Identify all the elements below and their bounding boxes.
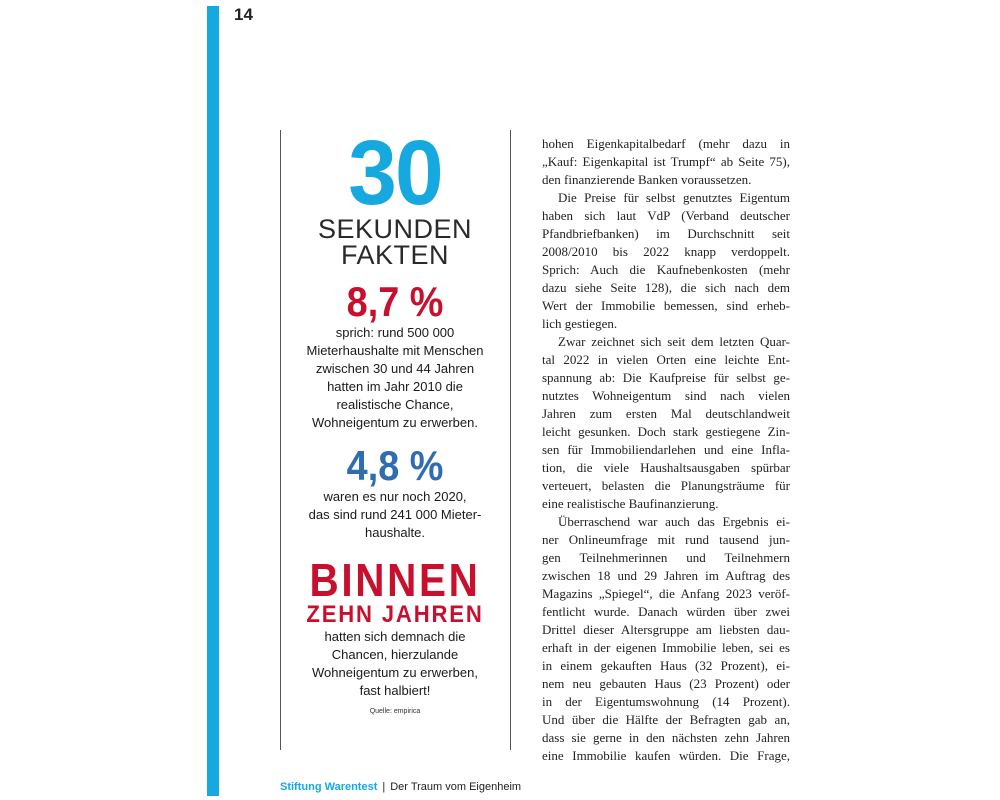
body-line: dass sie gerne in den nächsten zehn Jahren: [542, 730, 790, 745]
sidebar-title-line2: FAKTEN: [340, 240, 450, 270]
body-line: Die Preise für selbst genutztes Eigentum: [558, 190, 790, 205]
stat-3-line: fast halbiert!: [359, 683, 431, 698]
body-line: ner Onlineumfrage mit rund tausend jun-: [542, 532, 790, 547]
body-line: den finanzierende Banken voraussetzen.: [542, 172, 752, 187]
stat-3-line: hatten sich demnach die: [324, 629, 466, 644]
stat-1-value: 8,7 %: [346, 278, 444, 325]
body-column: [542, 135, 790, 765]
page-accent-bar: [207, 6, 219, 796]
body-line: erhaft in der eigenen Immobilie leben, sei es: [542, 640, 790, 655]
footer-title: Der Traum vom Eigenheim: [390, 781, 522, 793]
sidebar-title-line1: SEKUNDEN: [317, 214, 473, 244]
body-line: 2008/2010 bis 2022 knapp verdoppelt.: [542, 244, 790, 259]
body-line: Sprich: Auch die Kaufnebenkosten (mehr: [542, 262, 790, 277]
body-line: fentlicht wurde. Danach würden über zwei: [542, 604, 790, 619]
sidebar-right-rule: [510, 130, 511, 750]
page-number: 14: [234, 5, 253, 24]
footer-separator: |: [382, 781, 386, 793]
body-line: Und über die Hälfte der Befragten gab an,: [542, 712, 790, 727]
body-line: nem neu gebauten Haus (23 Prozent) oder: [542, 676, 790, 691]
body-line: eine realistische Baufinanzierung.: [542, 496, 719, 511]
body-line: in einem gekauften Haus (32 Prozent), ei-: [542, 658, 790, 673]
stat-2-line: waren es nur noch 2020,: [323, 489, 467, 504]
body-line: spannung ab: Die Kaufpreise für selbst ge-: [542, 370, 790, 385]
body-line: tal 2022 in vielen Orten eine leichte Ent-: [542, 352, 790, 367]
body-line: hohen Eigenkapitalbedarf (mehr dazu in: [542, 136, 790, 151]
body-line: lich gestiegen.: [542, 316, 618, 331]
stat-2-line: haushalte.: [365, 525, 425, 540]
stat-2-line: das sind rund 241 000 Mieter-: [308, 507, 482, 522]
stat-1-line: hatten im Jahr 2010 die: [327, 379, 463, 394]
stat-1-text: [285, 324, 505, 432]
body-line: Überraschend war auch das Ergebnis ei-: [558, 514, 790, 529]
footer-brand: Stiftung Warentest: [280, 781, 378, 793]
body-line: Magazins „Spiegel“, die Anfang 2023 veröf-: [542, 586, 790, 601]
stat-3-headline-1: BINNEN: [309, 554, 481, 606]
body-line: nutztes Wohneigentum sind nach vielen: [542, 388, 790, 403]
body-line: zwischen 18 und 29 Jahren im Auftrag des: [542, 568, 790, 583]
body-line: „Kauf: Eigenkapital ist Trumpf“ ab Seite 75),: [542, 154, 790, 169]
facts-sidebar: [285, 122, 505, 715]
stat-1-line: realistische Chance,: [336, 397, 454, 412]
big-number-30: 30: [348, 122, 442, 224]
stat-3-text: [285, 628, 505, 700]
stat-1-line: Mieterhaushalte mit Menschen: [306, 343, 484, 358]
body-line: Wert der Immobilie bemessen, sind erheb-: [542, 298, 790, 313]
body-line: gen Teilnehmerinnen und Teilnehmern: [542, 550, 790, 565]
body-line: verteuert, belasten die Planungsträume für: [542, 478, 790, 493]
body-line: in der Eigentumswohnung (14 Prozent).: [542, 694, 790, 709]
stat-3-headline-2: ZEHN JAHREN: [306, 601, 484, 628]
stat-1-line: Wohneigentum zu erwerben.: [312, 415, 478, 430]
body-line: Jahren zum ersten Mal deutschlandweit: [542, 406, 790, 421]
body-line: sen für Immobiliendarlehen und eine Infla-: [542, 442, 790, 457]
stat-3-line: Chancen, hierzulande: [331, 647, 459, 662]
body-line: Zwar zeichnet sich seit dem letzten Quar-: [558, 334, 790, 349]
sidebar-left-rule: [280, 130, 281, 750]
stat-1-line: sprich: rund 500 000: [335, 325, 455, 340]
body-line: eine Immobilie kaufen würden. Die Frage,: [542, 748, 790, 763]
page-footer: [280, 781, 521, 793]
body-line: dazu siehe Seite 128), die sich nach dem: [542, 280, 790, 295]
body-line: tion, die viele Haushaltsausgaben spürbar: [542, 460, 790, 475]
source-note: Quelle: empirica: [369, 708, 421, 715]
body-line: haben sich laut VdP (Verband deutscher: [542, 208, 790, 223]
body-line: Drittel dieser Altersgruppe am liebsten dau-: [542, 622, 790, 637]
body-line: Pfandbriefbanken) im Durchschnitt seit: [542, 226, 790, 241]
stat-1-line: zwischen 30 und 44 Jahren: [315, 361, 475, 376]
stat-3-line: Wohneigentum zu erwerben,: [312, 665, 478, 680]
stat-2-value: 4,8 %: [346, 442, 444, 489]
stat-2-text: [285, 488, 505, 542]
body-line: leicht gesunken. Doch stark gestiegene Zin-: [542, 424, 790, 439]
